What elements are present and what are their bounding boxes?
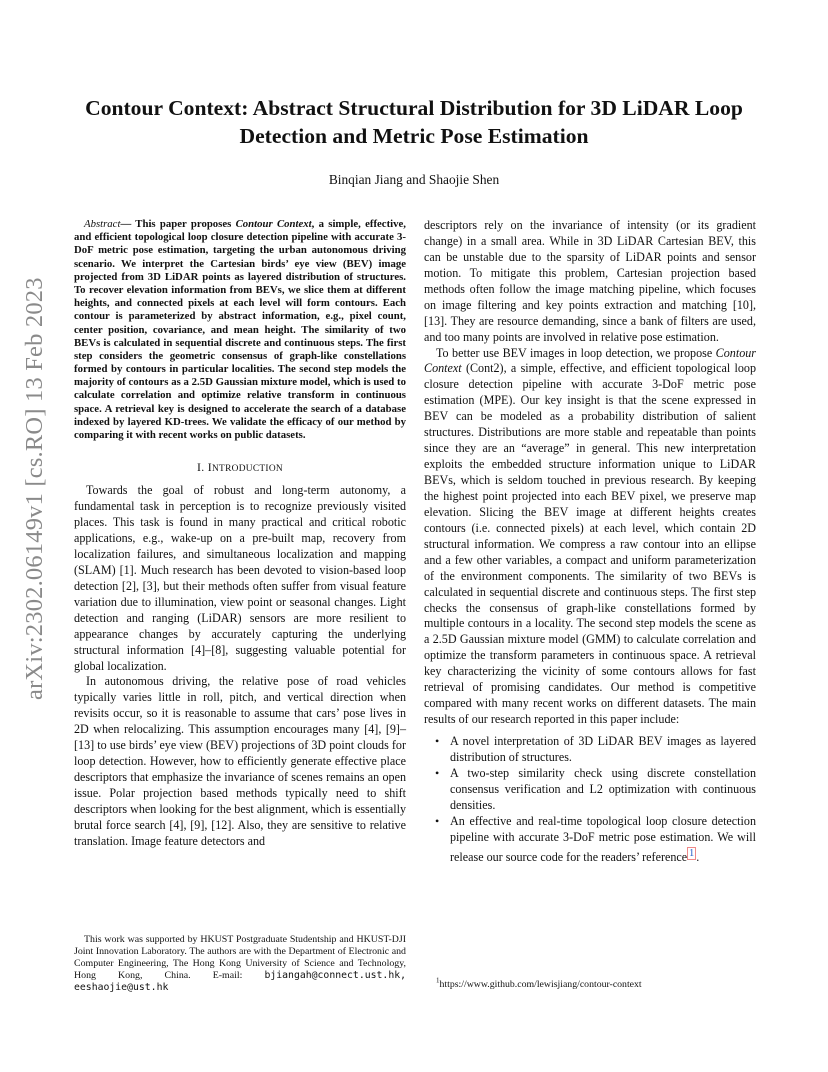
- section-numeral: I.: [197, 460, 208, 475]
- abstract-label: Abstract: [84, 218, 121, 230]
- method-name: Contour Context: [424, 345, 756, 376]
- right-paragraph-2: [424, 346, 756, 729]
- left-column: [74, 218, 406, 850]
- contribution-text: A two-step similarity check using discrete constellation consensus verification and L2 optimization with continuous densities.: [450, 765, 756, 812]
- intro-paragraph-1: Towards the goal of robust and long-term autonomy, a fundamental task in perception is to recognize previously visited places. This task is found in many practical and critical robotic applications, e.g., wake-up on a pre-built map, recovery from localization failures, and simultaneous localization and mapping (SLAM) [1]. Much research has been devoted to vision-based loop detection [2], [3], but their methods often suffer from visual feature variation due to illumination, view point or seasonal changes. Light detection and ranging (LiDAR) sensors are more resilient to appearance changes by accurately capturing the underlying structural information [4]–[8], suggesting valuable potential for global localization.: [74, 483, 406, 673]
- bullet-icon: •: [435, 813, 440, 828]
- abstract: [74, 218, 406, 442]
- right-paragraph-2-lead: To better use BEV images in loop detection, we propose: [436, 345, 716, 360]
- funding-footnote: [74, 934, 406, 994]
- abstract-dash: —: [120, 218, 136, 230]
- list-item: [424, 734, 756, 766]
- bullet-icon: •: [435, 734, 440, 748]
- right-column: [424, 218, 756, 866]
- intro-paragraph-2: In autonomous driving, the relative pose of road vehicles typically varies little in roll, pitch, and vertical direction when revisits occur, so it is reasonable to assume that cars’ pose lives in 2D when relocalizing. This assumption encourages many [4], [9]–[13] to use birds’ eye view (BEV) projections of 3D point clouds for loop detection. However, how to efficiently generate effective place descriptors that emphasize the invariance of scenes remains an open issue. Polar projection based methods typically need to shift descriptors when looking for the best alignment, which is essentially brutal force search [4], [9], [12]. Also, they are sensitive to relative translation. Image feature detectors and: [74, 674, 406, 848]
- funding-text: This work was supported by HKUST Postgraduate Studentship and HKUST-DJI Joint Innovation Laboratory. The authors are with the Department of Electronic and Computer Engineering, The Hong Kong University of Science and Technology, Hong Kong, China. E-mail:: [74, 934, 406, 982]
- contributions-list: [424, 734, 756, 866]
- bullet-icon: •: [435, 765, 440, 780]
- section-heading-introduction: [74, 460, 406, 475]
- footnote-mark: 1: [436, 976, 440, 985]
- url-footnote: [436, 976, 766, 991]
- arxiv-identifier-stamp[interactable]: arXiv:2302.06149v1 [cs.RO] 13 Feb 2023: [21, 277, 48, 700]
- abstract-lead: This paper proposes: [135, 218, 236, 230]
- section-title-initial: I: [207, 460, 212, 475]
- contribution-end: .: [696, 849, 700, 864]
- abstract-body: , a simple, effective, and efficient topological loop closure detection pipeline with accurate 3-DoF metric pose estimation, targeting the urban autonomous driving scenario. We interpret the Cartesian birds’ eye view (BEV) image projected from 3D LiDAR points as layered distribution of structures. To recover elevation information from BEVs, we slice them at different heights, and connected pixels at each level will form contours. Each contour is parameterized by abstract information, e.g., pixel count, center position, covariance, and mean height. The similarity of two BEVs is calculated in sequential discrete and continuous steps. The first step considers the geometric consensus of graph-like constellations formed by contours in particular localities. The second step models the majority of contours as a 2.5D Gaussian mixture model, which is used to calculate correlation and optimize relative transform in continuous space. A retrieval key is designed to accelerate the search of a database indexed by layered KD-trees. We validate the efficacy of our method by comparing it with recent works on public datasets.: [74, 218, 406, 441]
- contribution-text: A novel interpretation of 3D LiDAR BEV images as layered distribution of structures.: [450, 734, 756, 764]
- source-code-url[interactable]: https://www.github.com/lewisjiang/contour-context: [439, 979, 642, 990]
- right-paragraph-2-body: (Cont2), a simple, effective, and efficient topological loop closure detection pipeline with accurate 3-DoF metric pose estimation (MPE). Our key insight is that the scene expressed in BEV can be modeled as a probability distribution of salient structures. Distributions are more stable and repeatable than points since they are an “average” in general. This new interpretation exploits the embedded structure information unique to LiDAR BEVs, which is seldom touched in previous research. By keeping the highest point projected into each BEV pixel, we preserve map elevation. Slicing the BEV image at different heights creates contours (i.e. connected pixels) at each level, which contain 2D structural information. We compress a raw contour into an ellipse and a few other variables, a compact and uniform parameterization of the environment components. The similarity of two BEVs is calculated in sequential discrete and continuous steps. The first step checks the consensus of graph-like constellations formed by multiple contours in a locality. The second step models the scene as a 2.5D Gaussian mixture model (GMM) to calculate correlation and optimize the transform parameters in continuous space. A retrieval key characterizing the vicinity of some contours allows for fast retrieval of promising candidates. Our method is competitive compared with many recent works on different datasets. The main results of our research reported in this paper include:: [424, 361, 756, 727]
- paper-title: Contour Context: Abstract Structural Distribution for 3D LiDAR Loop Detection and Metric Pose Estimation: [85, 96, 743, 148]
- right-paragraph-1: descriptors rely on the invariance of intensity (or its gradient change) in a small area. While in 3D LiDAR Cartesian BEV, this can be unstable due to the sparsity of LiDAR points and sensor motion. To mitigate this problem, Cartesian projection based methods often follow the image matching pipeline, which focuses on image filtering and key points extraction and matching [10], [13]. They are resource demanding, since a bank of filters are used, and too many points are involved in relative pose estimation.: [424, 218, 756, 344]
- contribution-text: An effective and real-time topological loop closure detection pipeline with accurate 3-DoF metric pose estimation. We will release our source code for the readers’ reference: [450, 813, 756, 864]
- author-emails[interactable]: bjiangah@connect.ust.hk, eeshaojie@ust.hk: [74, 970, 407, 994]
- list-item: [424, 814, 756, 866]
- abstract-method-name: Contour Context: [235, 218, 312, 230]
- list-item: [424, 766, 756, 814]
- paper-authors: Binqian Jiang and Shaojie Shen: [328, 172, 500, 187]
- footnote-link[interactable]: 1: [689, 847, 695, 859]
- section-title-rest: NTRODUCTION: [211, 464, 283, 475]
